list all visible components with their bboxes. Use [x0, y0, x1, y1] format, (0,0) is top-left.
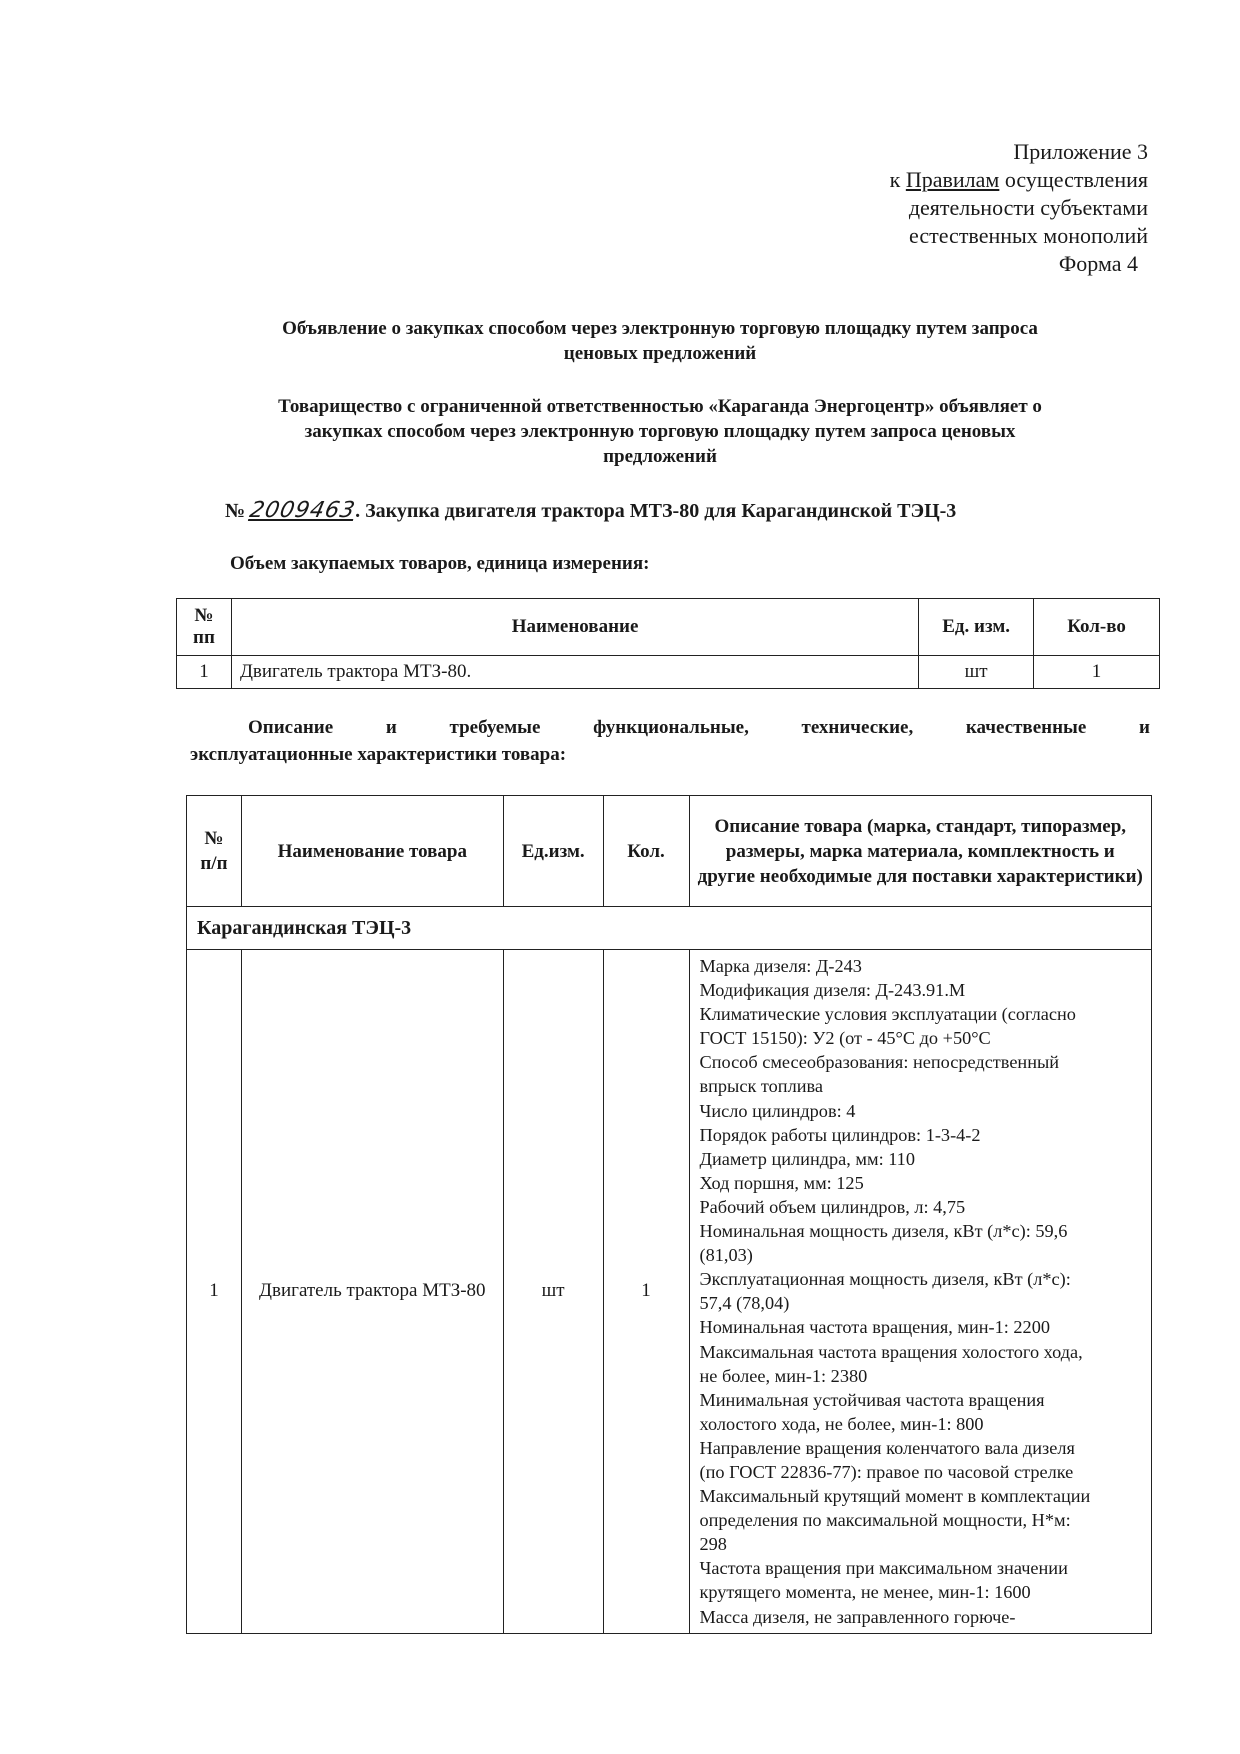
- appendix-line3: деятельности субъектами: [908, 195, 1148, 220]
- spec-line: Максимальная частота вращения холостого хода,: [699, 1341, 1083, 1362]
- organization-statement: [190, 394, 1130, 469]
- spec-line: Модификация дизеля: Д-243.91.М: [699, 980, 966, 1001]
- table-row: [187, 950, 1152, 1634]
- table-row: [177, 656, 1160, 689]
- spec-line: впрыск топлива: [699, 1076, 823, 1097]
- col-qty-header: Кол-во: [1034, 599, 1160, 656]
- cell-name: Двигатель трактора МТЗ-80: [241, 950, 503, 1634]
- word: качественные: [965, 717, 1087, 738]
- word: функциональные,: [593, 717, 749, 738]
- spec-line: 298: [699, 1534, 727, 1555]
- cell-name: Двигатель трактора МТЗ-80.: [231, 656, 918, 689]
- spec-list: [700, 954, 1144, 1629]
- org-line-2: закупках способом через электронную торговую площадку путем запроса ценовых: [304, 421, 1016, 442]
- word: и: [385, 717, 397, 738]
- col-desc-header: Описание товара (марка, стандарт, типоразмер, размеры, марка материала, комплектность и другие необходимые для поставки характеристики): [689, 796, 1152, 907]
- spec-line: не более, мин-1: 2380: [699, 1365, 868, 1386]
- cell-num: 1: [177, 656, 232, 689]
- col-unit-header: Ед. изм.: [919, 599, 1034, 656]
- specification-table: [186, 795, 1152, 1634]
- spec-line: (по ГОСТ 22836-77): правое по часовой стрелке: [699, 1461, 1074, 1482]
- rules-link[interactable]: Правилам: [905, 167, 1000, 192]
- spec-line: Способ смесеобразования: непосредственный: [699, 1052, 1060, 1073]
- spec-line: Минимальная устойчивая частота вращения: [699, 1389, 1045, 1410]
- specification-table-header: [187, 796, 1152, 907]
- spec-line: крутящего момента, не менее, мин-1: 1600: [699, 1582, 1031, 1603]
- word: и: [1138, 717, 1150, 738]
- word: технические,: [801, 717, 914, 738]
- spec-line: Порядок работы цилиндров: 1-3-4-2: [699, 1124, 981, 1145]
- cell-num: 1: [187, 950, 242, 1634]
- form-number: Форма 4: [1058, 251, 1138, 276]
- spec-line: холостого хода, не более, мин-1: 800: [699, 1413, 984, 1434]
- spec-line: Номинальная частота вращения, мин-1: 2200: [699, 1317, 1050, 1338]
- spec-line: Направление вращения коленчатого вала дизеля: [699, 1437, 1075, 1458]
- announcement-title: [190, 316, 1130, 366]
- appendix-number: Приложение 3: [1013, 139, 1148, 164]
- word: требуемые: [449, 717, 541, 738]
- cell-qty: 1: [603, 950, 689, 1634]
- col-num-header: № п/п: [187, 796, 242, 907]
- org-line-1: Товарищество с ограниченной ответственностью «Караганда Энергоцентр» объявляет о: [278, 396, 1042, 417]
- col-name-header: Наименование товара: [241, 796, 503, 907]
- spec-line: Максимальный крутящий момент в комплектации: [699, 1486, 1091, 1507]
- word: Описание: [248, 717, 334, 738]
- cell-qty: 1: [1034, 656, 1160, 689]
- col-name-header: Наименование: [231, 599, 918, 656]
- appendix-block: [890, 138, 1148, 278]
- volume-table: [176, 598, 1160, 689]
- spec-line: Число цилиндров: 4: [699, 1100, 856, 1121]
- spec-line: Рабочий объем цилиндров, л: 4,75: [699, 1196, 966, 1217]
- title-line-2: ценовых предложений: [563, 343, 757, 364]
- col-num-header: № пп: [177, 599, 232, 656]
- spec-line: Эксплуатационная мощность дизеля, кВт (л*с):: [699, 1269, 1071, 1290]
- spec-line: Номинальная мощность дизеля, кВт (л*с): 59,6: [699, 1221, 1068, 1242]
- appendix-suffix: осуществления: [999, 167, 1148, 192]
- description-line-1: [190, 714, 1150, 741]
- lot-title: . Закупка двигателя трактора МТЗ-80 для Карагандинской ТЭЦ-3: [355, 500, 957, 522]
- appendix-prefix: к: [889, 167, 906, 192]
- col-unit-header: Ед.изм.: [503, 796, 603, 907]
- spec-line: Частота вращения при максимальном значении: [699, 1558, 1068, 1579]
- col-qty-header: Кол.: [603, 796, 689, 907]
- section-title: Карагандинская ТЭЦ-3: [187, 907, 1152, 950]
- spec-line: Климатические условия эксплуатации (согласно: [699, 1004, 1076, 1025]
- lot-prefix: №: [225, 500, 246, 522]
- spec-line: Масса дизеля, не заправленного горюче-: [699, 1606, 1016, 1627]
- org-line-3: предложений: [603, 446, 717, 467]
- volume-heading: Объем закупаемых товаров, единица измерения:: [230, 553, 650, 574]
- spec-line: ГОСТ 15150): У2 (от - 45°С до +50°С: [699, 1028, 991, 1049]
- cell-unit: шт: [503, 950, 603, 1634]
- lot-line: [225, 497, 1125, 525]
- spec-line: Диаметр цилиндра, мм: 110: [699, 1148, 915, 1169]
- section-row: [187, 907, 1152, 950]
- appendix-line4: естественных монополий: [909, 223, 1148, 248]
- spec-line: Марка дизеля: Д-243: [699, 956, 862, 976]
- spec-line: определения по максимальной мощности, Н*м:: [699, 1510, 1071, 1531]
- spec-line: 57,4 (78,04): [699, 1293, 790, 1314]
- title-line-1: Объявление о закупках способом через электронную торговую площадку путем запроса: [282, 318, 1038, 339]
- spec-line: (81,03): [699, 1245, 753, 1266]
- cell-specifications: [689, 950, 1152, 1634]
- description-paragraph: [190, 714, 1150, 768]
- volume-table-header: [177, 599, 1160, 656]
- spec-line: Ход поршня, мм: 125: [699, 1172, 864, 1193]
- description-line-2: эксплуатационные характеристики товара:: [190, 744, 567, 765]
- appendix-rules-line: [890, 166, 1148, 194]
- cell-unit: шт: [919, 656, 1034, 689]
- lot-number-handwritten: 2009463: [247, 498, 358, 523]
